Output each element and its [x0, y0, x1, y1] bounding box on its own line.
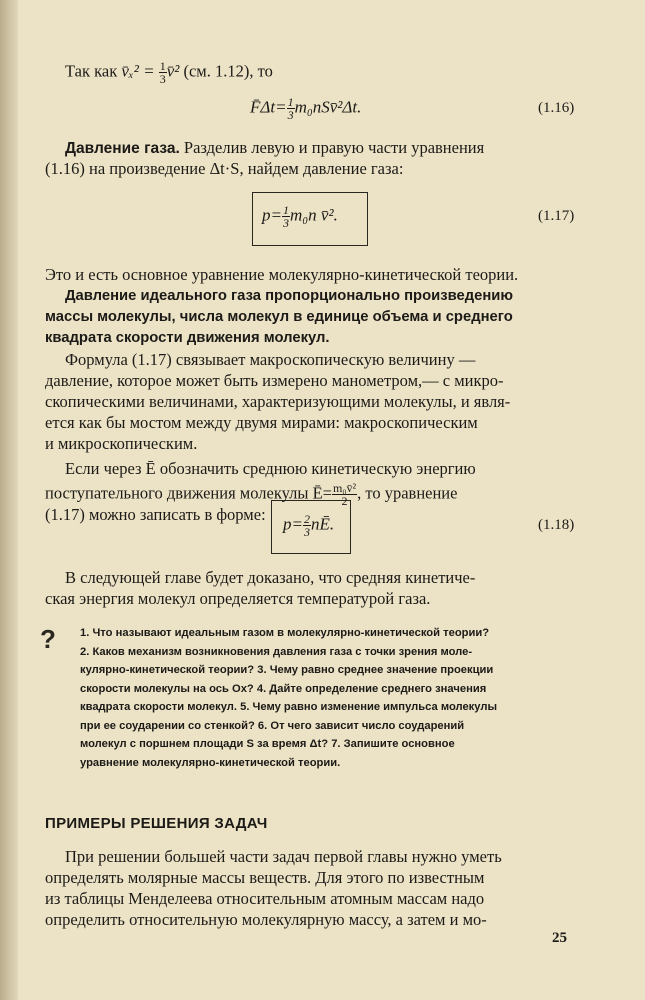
bold-statement-line1: Давление идеального газа пропорционально произведению: [65, 288, 513, 304]
question-line: 1. Что называют идеальным газом в молекулярно-кинетической теории?: [80, 627, 490, 639]
energy-paragraph-line3: (1.17) можно записать в форме:: [45, 505, 266, 524]
question-line: при ее соударении со стенкой? 6. От чего зависит число соударений: [80, 719, 465, 732]
formula-paragraph-line5: и микроскопическим.: [45, 434, 198, 453]
intro-line: [65, 60, 273, 85]
formula-paragraph-line2: давление, которое может быть измерено манометром,— с микро-: [45, 371, 504, 390]
question-mark-icon: ?: [40, 624, 56, 654]
question-line: кулярно-кинетической теории? 3. Чему равно среднее значение проекции: [80, 664, 494, 676]
vx-squared: v̄ₓ² =: [121, 61, 155, 81]
question-line: молекул с поршнем площади S за время Δt? 7. Запишите основное: [80, 738, 455, 750]
examples-line2: определять молярные массы веществ. Для этого по известным: [45, 868, 485, 887]
next-chapter-line1: В следующей главе будет доказано, что средняя кинетиче-: [65, 568, 476, 587]
question-line: уравнение молекулярно-кинетической теории.: [80, 756, 341, 769]
question-line: скорости молекулы на ось Ox? 4. Дайте определение среднего значения: [80, 682, 487, 695]
energy-paragraph-line1: Если через Ē обозначить среднюю кинетическую энергию: [65, 459, 476, 478]
energy-paragraph-line2: поступательного движения молекулы Ē= $\frac{\text{m₀v̄²}}{2}$ , то уравнение: [45, 481, 458, 508]
equation-1-17: p= $\frac{1}{3}$ m₀n v̄².: [262, 203, 338, 230]
page-binding-edge: [0, 0, 18, 1000]
page-number: 25: [552, 930, 567, 946]
formula-paragraph-line3: скопическими величинами, характеризующими молекулы, и явля-: [45, 392, 511, 411]
equation-number-1-17: (1.17): [538, 208, 575, 224]
examples-line3: из таблицы Менделеева относительным атомным массам надо: [45, 889, 485, 908]
equation-1-18: p= $\frac{2}{3}$ nĒ.: [283, 512, 335, 539]
main-equation-sentence: Это и есть основное уравнение молекулярно-кинетической теории.: [45, 265, 519, 284]
formula-paragraph-line4: ется как бы мостом между двумя мирами: макроскопическим: [45, 413, 478, 432]
equation-number-1-18: (1.18): [538, 517, 575, 533]
intro-suffix: (см. 1.12), то: [183, 61, 273, 81]
formula-paragraph-line1: Формула (1.17) связывает макроскопическую величину —: [65, 350, 476, 369]
equation-number-1-16: (1.16): [538, 100, 575, 116]
bold-statement-line3: квадрата скорости движения молекул.: [45, 330, 330, 346]
bold-statement-line2: массы молекулы, числа молекул в единице объема и среднего: [45, 309, 513, 325]
pressure-paragraph-line1: Давление газа. Разделив левую и правую части уравнения: [65, 138, 485, 157]
equation-1-16: F̄Δt= $\frac{1}{3}$ m₀nSv̄²Δt.: [250, 95, 362, 122]
question-line: 2. Каков механизм возникновения давления газа с точки зрения моле-: [80, 645, 473, 658]
pressure-paragraph-line2: (1.16) на произведение Δt·S, найдем давление газа:: [45, 159, 404, 178]
question-line: квадрата скорости молекул. 5. Чему равно изменение импульса молекулы: [80, 701, 498, 713]
pressure-heading: Давление газа.: [65, 140, 180, 157]
section-heading: ПРИМЕРЫ РЕШЕНИЯ ЗАДАЧ: [45, 815, 268, 832]
fraction-one-third: $\frac{1}{3}$: [159, 59, 166, 86]
v-squared-mean: v̄²: [166, 61, 180, 81]
intro-prefix: Так как: [65, 61, 118, 81]
examples-line1: При решении большей части задач первой главы нужно уметь: [65, 847, 502, 866]
next-chapter-line2: ская энергия молекул определяется температурой газа.: [45, 589, 431, 608]
examples-line4: определить относительную молекулярную массу, а затем и мо-: [45, 910, 487, 929]
